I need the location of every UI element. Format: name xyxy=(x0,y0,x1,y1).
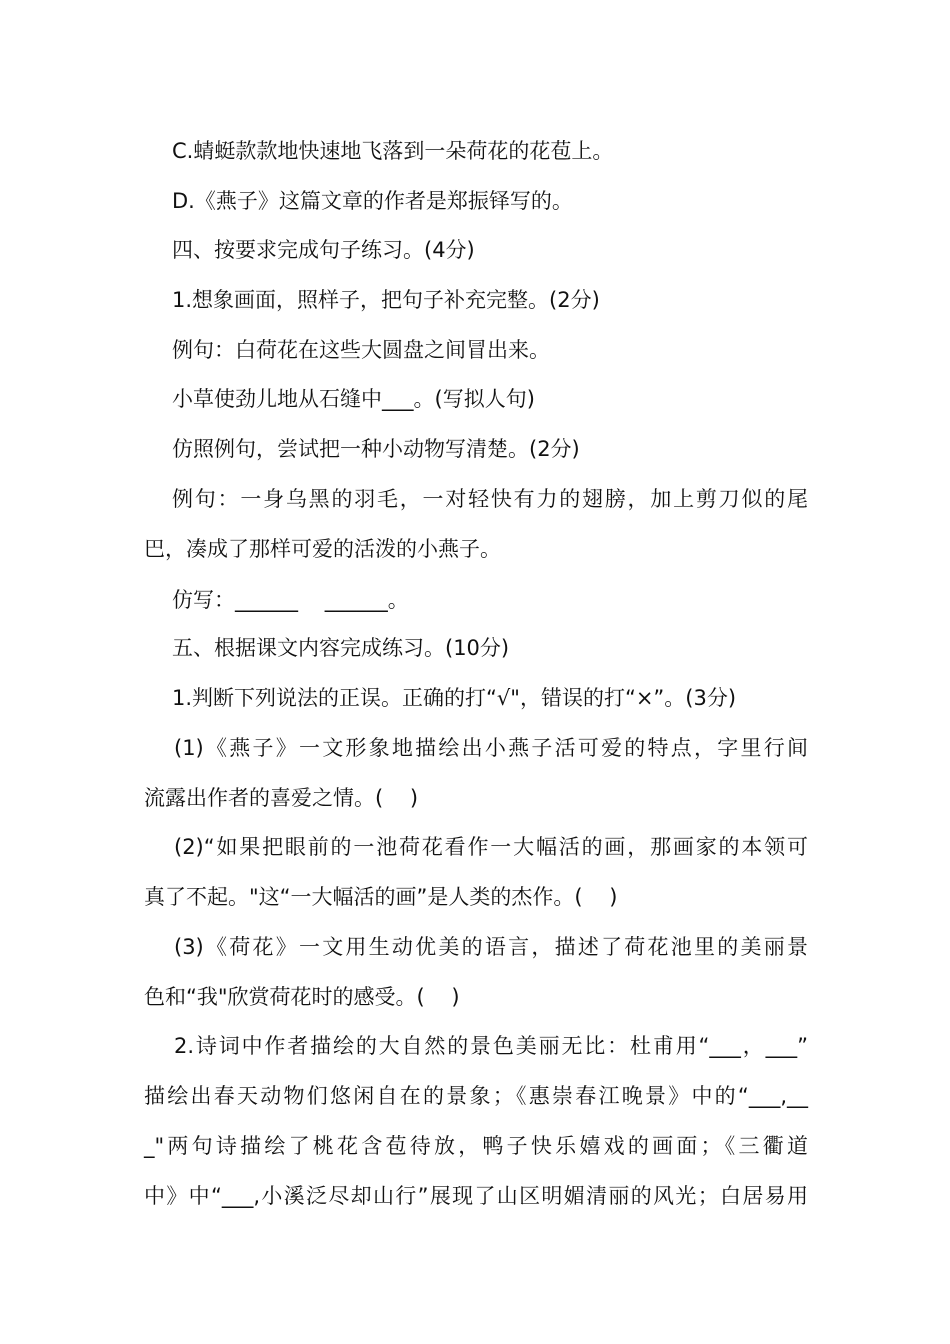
judgment-3-line-2: 色和“我"欣赏荷花时的感受。( ) xyxy=(144,985,460,1009)
judgment-1-line-2: 流露出作者的喜爱之情。( ) xyxy=(144,786,419,810)
example-sentence-2-line-1: 例句：一身乌黑的羽毛，一对轻快有力的翅膀，加上剪刀似的尾 xyxy=(172,487,808,511)
judgment-1-line-1: (1)《燕子》一文形象地描绘出小燕子活可爱的特点，字里行间 xyxy=(174,736,808,760)
question-4-2: 仿照例句，尝试把一种小动物写清楚。(2分) xyxy=(172,437,580,461)
imitation-writing: 仿写：______ ______。 xyxy=(172,588,409,612)
question-5-2-line-3: _"两句诗描绘了桃花含苞待放，鸭子快乐嬉戏的画面；《三衢道 xyxy=(144,1134,808,1158)
question-5-1: 1.判断下列说法的正误。正确的打“√"，错误的打“×”。(3分) xyxy=(172,686,737,710)
fill-sentence-1: 小草使劲儿地从石缝中___。(写拟人句) xyxy=(172,387,535,411)
judgment-2-line-1: (2)“如果把眼前的一池荷花看作一大幅活的画，那画家的本领可 xyxy=(174,835,808,859)
question-5-2-line-2: 描绘出春天动物们悠闲自在的景象；《惠崇春江晚景》中的“___,__ xyxy=(144,1084,808,1108)
question-4-1: 1.想象画面，照样子，把句子补充完整。(2分) xyxy=(172,288,600,312)
question-5-2-line-1: 2.诗词中作者描绘的大自然的景色美丽无比：杜甫用“___，___” xyxy=(174,1034,808,1058)
judgment-3-line-1: (3)《荷花》一文用生动优美的语言，描述了荷花池里的美丽景 xyxy=(174,935,808,959)
section-four-heading: 四、按要求完成句子练习。(4分) xyxy=(172,238,475,262)
example-sentence-2-line-2: 巴，凑成了那样可爱的活泼的小燕子。 xyxy=(144,537,501,561)
option-c: C.蜻蜓款款地快速地飞落到一朵荷花的花苞上。 xyxy=(172,139,614,163)
example-sentence-1: 例句：白荷花在这些大圆盘之间冒出来。 xyxy=(172,338,550,362)
question-5-2-line-4: 中》中“___,小溪泛尽却山行”展现了山区明媚清丽的风光；白居易用 xyxy=(144,1184,808,1208)
section-five-heading: 五、根据课文内容完成练习。(10分) xyxy=(172,636,510,660)
judgment-2-line-2: 真了不起。"这“一大幅活的画”是人类的杰作。( ) xyxy=(144,885,618,909)
option-d: D.《燕子》这篇文章的作者是郑振铎写的。 xyxy=(172,189,573,213)
